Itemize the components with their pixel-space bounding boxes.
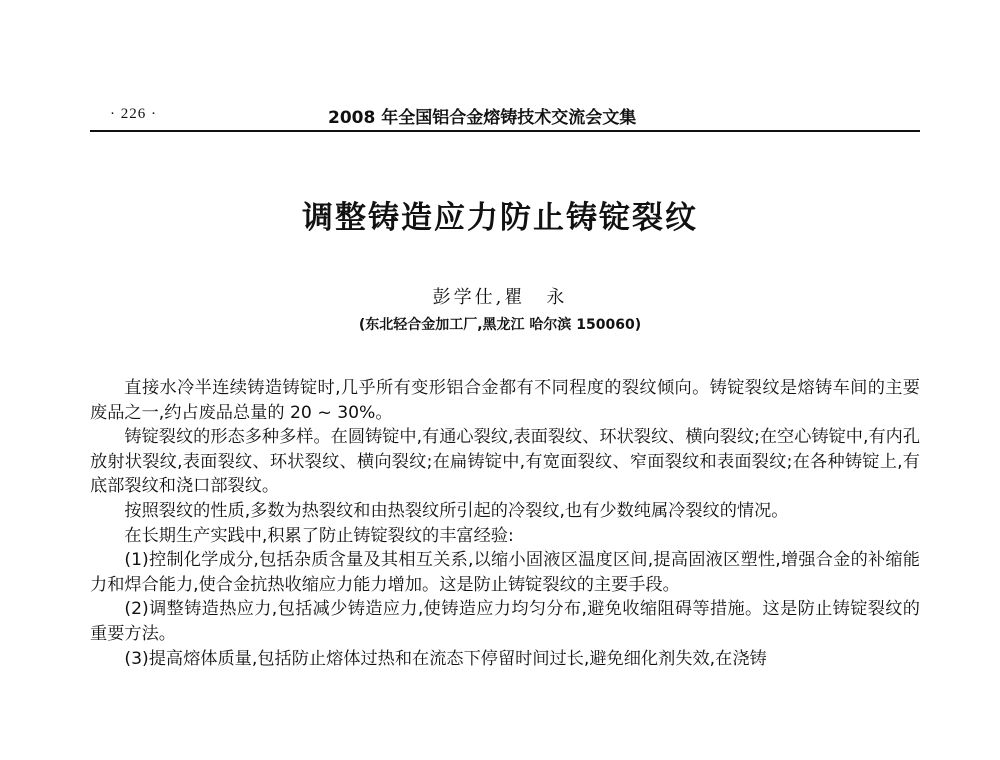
affiliation: (东北轻合金加工厂,黑龙江 哈尔滨 150060)	[358, 317, 642, 333]
article-body	[90, 376, 920, 671]
paragraph: (3)提高熔体质量,包括防止熔体过热和在流态下停留时间过长,避免细化剂失效,在浇铸	[124, 648, 767, 669]
page-number: · 226 ·	[110, 106, 157, 122]
paragraph: 直接水冷半连续铸造铸锭时,几乎所有变形铝合金都有不同程度的裂纹倾向。铸锭裂纹是熔铸车间的主要废品之一,约占废品总量的 20 ~ 30%。	[90, 378, 920, 423]
paragraph: 在长期生产实践中,积累了防止铸锭裂纹的丰富经验:	[124, 525, 514, 546]
header-rule	[90, 130, 920, 132]
paragraph: (2)调整铸造热应力,包括减少铸造应力,使铸造应力均匀分布,避免收缩阻碍等措施。这是防止铸锭裂纹的重要方法。	[90, 599, 920, 644]
article-title: 调整铸造应力防止铸锭裂纹	[302, 200, 698, 236]
journal-title: 2008 年全国铝合金熔铸技术交流会文集	[328, 108, 637, 128]
paragraph: (1)控制化学成分,包括杂质含量及其相互关系,以缩小固液区温度区间,提高固液区塑性,增强合金的补缩能力和焊合能力,使合金抗热收缩应力能力增加。这是防止铸锭裂纹的主要手段。	[90, 550, 920, 595]
running-header	[90, 100, 920, 128]
paragraph: 铸锭裂纹的形态多种多样。在圆铸锭中,有通心裂纹,表面裂纹、环状裂纹、横向裂纹;在空心铸锭中,有内孔放射状裂纹,表面裂纹、环状裂纹、横向裂纹;在扁铸锭中,有宽面裂纹、窄面裂纹和表面裂纹;在各种铸锭上,有底部裂纹和浇口部裂纹。	[90, 427, 921, 497]
paragraph: 按照裂纹的性质,多数为热裂纹和由热裂纹所引起的冷裂纹,也有少数纯属冷裂纹的情况。	[124, 500, 789, 521]
authors: 彭学仕,瞿 永	[432, 287, 568, 308]
